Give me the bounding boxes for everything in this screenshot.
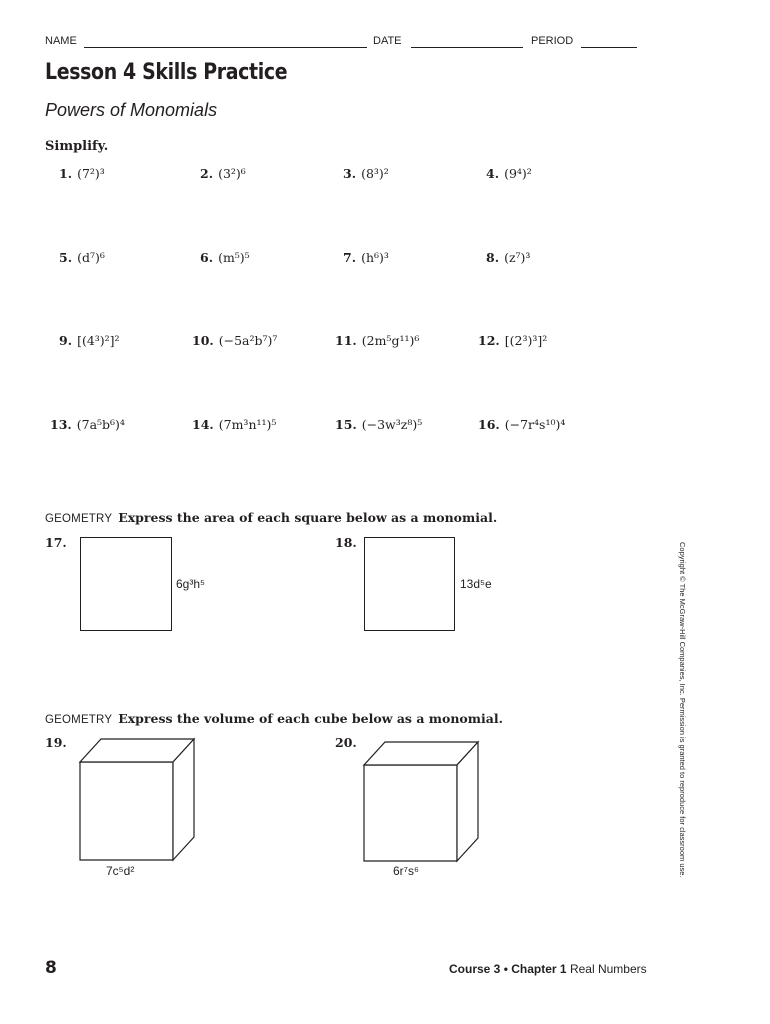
problem-10 <box>192 333 277 348</box>
problem-number: 6. <box>200 250 214 265</box>
geometry-area-heading <box>45 509 497 527</box>
geometry-tag: GEOMETRY <box>45 714 113 726</box>
problem-number: 8. <box>486 250 500 265</box>
footer-course-name: Course 3 <box>449 962 501 976</box>
problem-number: 3. <box>343 166 357 181</box>
problem-number: 14. <box>192 417 214 432</box>
geometry-volume-heading <box>45 710 503 728</box>
name-field[interactable] <box>84 47 367 48</box>
square-18 <box>364 537 455 631</box>
problem-expression: (3²)⁶ <box>218 166 246 181</box>
problem-expression: (h⁶)³ <box>361 250 389 265</box>
square-17-side-label: 6g³h⁵ <box>176 577 205 591</box>
date-field[interactable] <box>411 47 523 48</box>
problem-expression: (d⁷)⁶ <box>77 250 105 265</box>
problem-expression: (9⁴)² <box>504 166 532 181</box>
date-label: DATE <box>373 35 402 47</box>
square-17 <box>80 537 172 631</box>
problem-number: 12. <box>478 333 500 348</box>
problem-number: 4. <box>486 166 500 181</box>
problem-expression: (−3w³z⁸)⁵ <box>361 417 423 432</box>
geometry-tag: GEOMETRY <box>45 513 113 525</box>
problem-11 <box>335 333 419 348</box>
problem-expression: [(2³)³]² <box>504 333 548 348</box>
geometry-volume-instruction: Express the volume of each cube below as a monomial. <box>118 711 503 726</box>
problem-1 <box>59 166 105 181</box>
problem-2 <box>200 166 246 181</box>
problem-expression: (7²)³ <box>77 166 105 181</box>
problem-number: 7. <box>343 250 357 265</box>
problem-5 <box>59 250 105 265</box>
cube-19-edge-label: 7c⁵d² <box>106 864 135 878</box>
problem-number: 11. <box>335 333 357 348</box>
problem-18-number: 18. <box>335 535 357 550</box>
name-label: NAME <box>45 35 77 47</box>
problem-13 <box>50 417 125 432</box>
period-field[interactable] <box>581 47 637 48</box>
footer-bullet: • <box>503 962 508 976</box>
problem-expression: [(4³)²]² <box>77 333 120 348</box>
geometry-area-instruction: Express the area of each square below as a monomial. <box>118 510 498 525</box>
problem-8 <box>486 250 530 265</box>
page-title: Lesson 4 Skills Practice <box>45 60 288 85</box>
problem-number: 5. <box>59 250 73 265</box>
problem-20-number: 20. <box>335 735 357 750</box>
period-label: PERIOD <box>531 35 574 47</box>
cube-front-face <box>364 765 457 861</box>
cube-20 <box>356 733 486 865</box>
problem-12 <box>478 333 547 348</box>
cube-front-face <box>80 762 173 860</box>
page-number: 8 <box>45 958 57 978</box>
footer-chapter-title: Real Numbers <box>569 962 647 976</box>
problem-number: 1. <box>59 166 73 181</box>
copyright-notice: Copyright © The McGraw-Hill Companies, Inc. Permission is granted to reproduce for classroom use. <box>678 542 687 878</box>
page-subtitle: Powers of Monomials <box>45 100 218 120</box>
problem-expression: (8³)² <box>361 166 389 181</box>
problem-number: 13. <box>50 417 72 432</box>
problem-expression: (−7r⁴s¹⁰)⁴ <box>504 417 566 432</box>
problem-16 <box>478 417 565 432</box>
cube-20-edge-label: 6r⁷s⁶ <box>393 864 419 878</box>
problem-3 <box>343 166 389 181</box>
problem-number: 10. <box>192 333 214 348</box>
simplify-instruction: Simplify. <box>45 139 109 154</box>
problem-expression: (7m³n¹¹)⁵ <box>218 417 277 432</box>
problem-expression: (m⁵)⁵ <box>218 250 250 265</box>
problem-number: 9. <box>59 333 73 348</box>
problem-17-number: 17. <box>45 535 67 550</box>
problem-number: 2. <box>200 166 214 181</box>
square-18-side-label: 13d⁵e <box>460 577 492 591</box>
problem-15 <box>335 417 422 432</box>
problem-number: 16. <box>478 417 500 432</box>
problem-14 <box>192 417 276 432</box>
problem-expression: (z⁷)³ <box>504 250 531 265</box>
problem-4 <box>486 166 532 181</box>
problem-expression: (7a⁵b⁶)⁴ <box>76 417 125 432</box>
problem-number: 15. <box>335 417 357 432</box>
problem-19-number: 19. <box>45 735 67 750</box>
problem-expression: (−5a²b⁷)⁷ <box>218 333 278 348</box>
footer-chapter: Chapter 1 <box>511 962 567 976</box>
problem-expression: (2m⁵g¹¹)⁶ <box>361 333 420 348</box>
footer-course <box>449 962 647 976</box>
problem-6 <box>200 250 250 265</box>
problem-9 <box>59 333 120 348</box>
cube-19 <box>72 733 202 865</box>
problem-7 <box>343 250 389 265</box>
